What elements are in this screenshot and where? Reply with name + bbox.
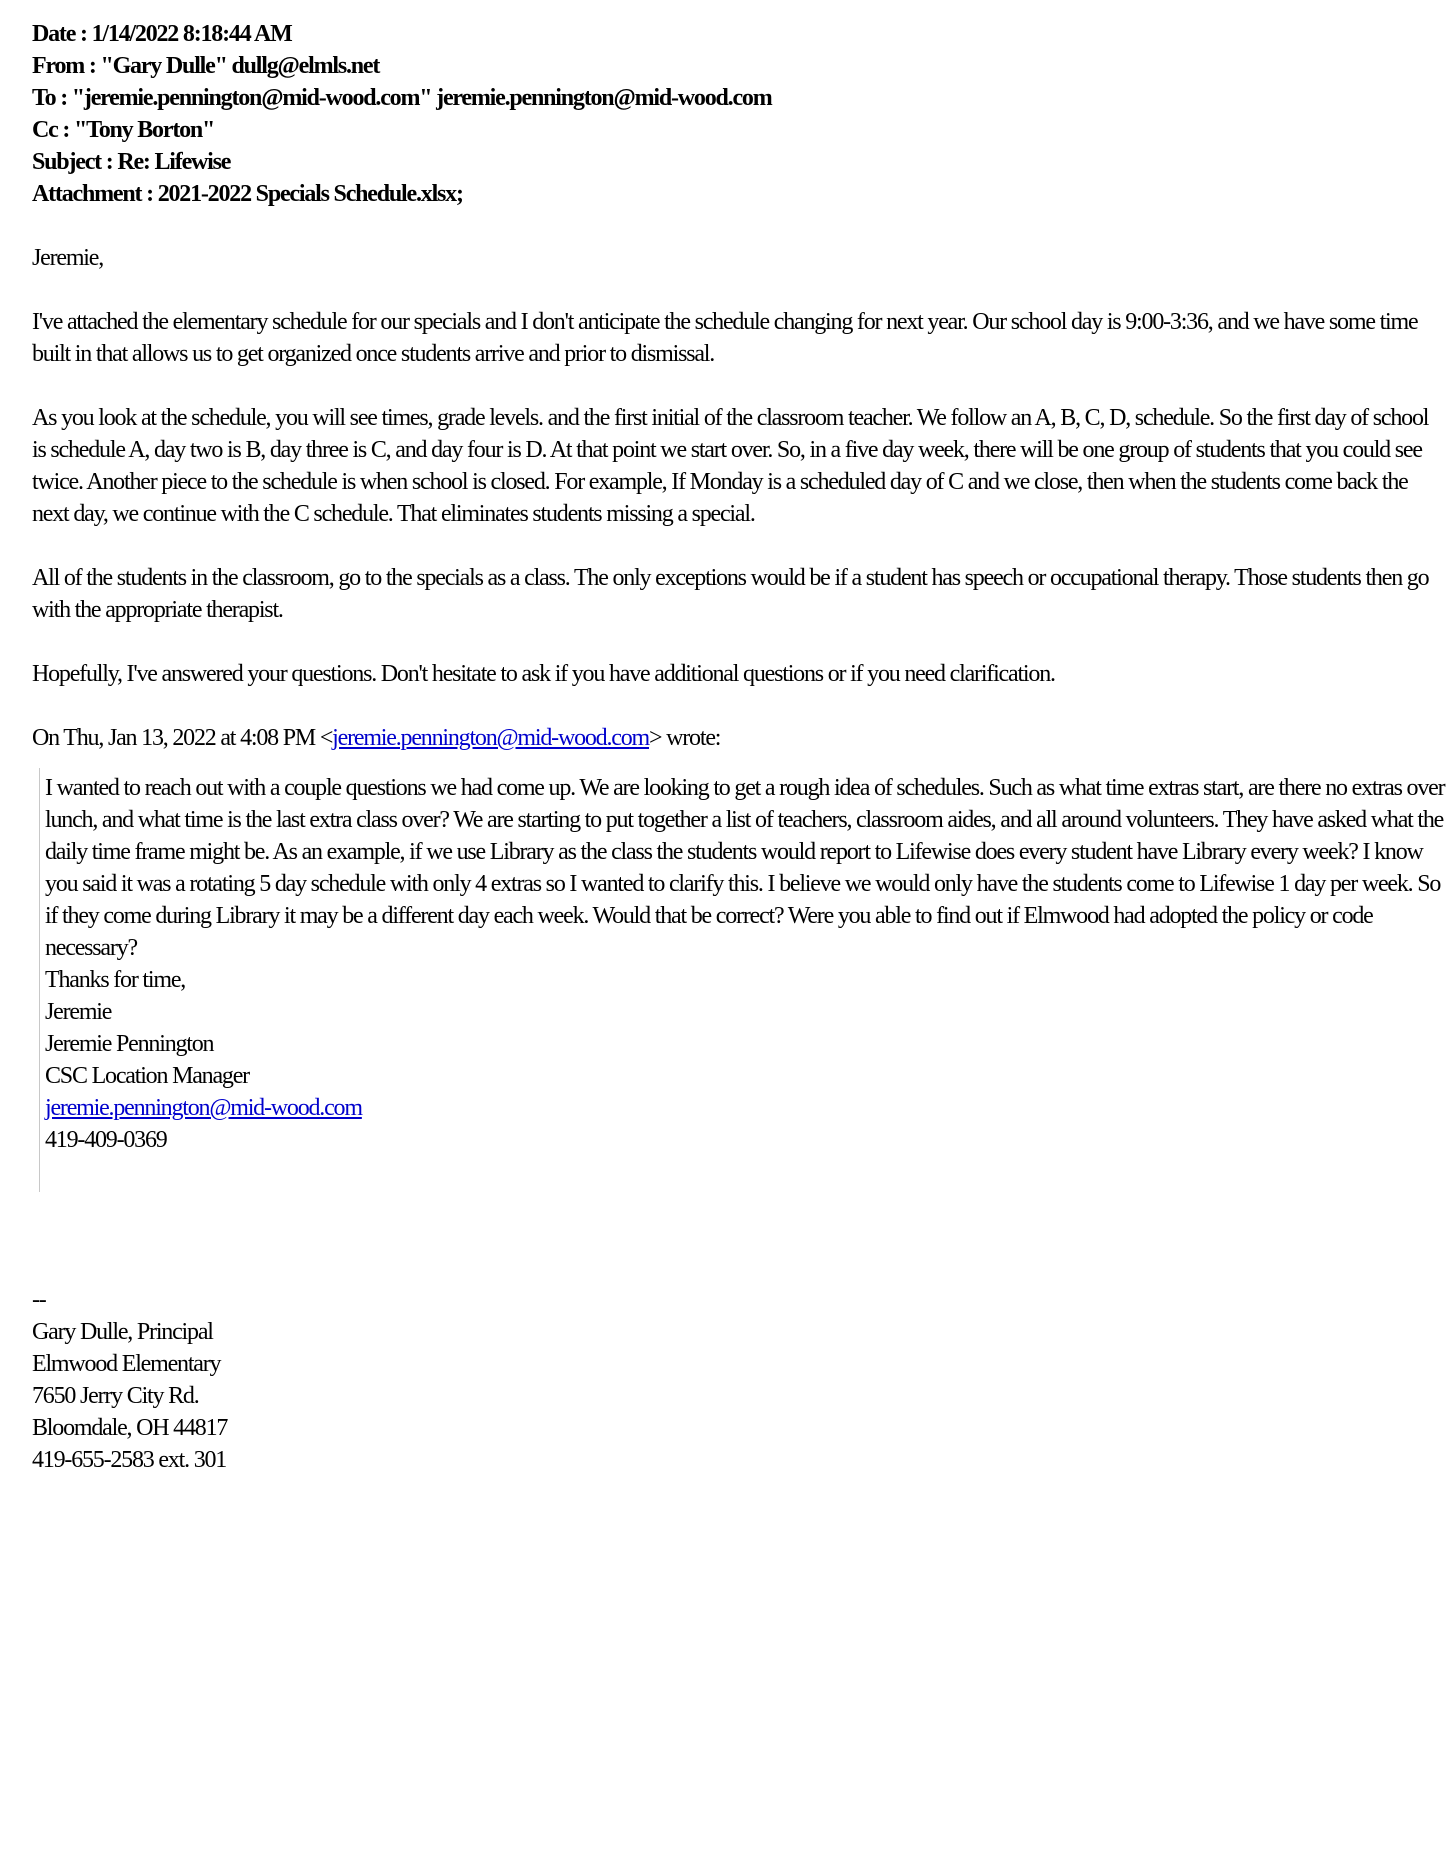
signature-phone: 419-655-2583 ext. 301 [32, 1447, 227, 1473]
sender-signature [32, 1284, 1432, 1476]
quoted-sign-phone: 419-409-0369 [45, 1127, 167, 1153]
header-to: To : "jeremie.pennington@mid-wood.com" jeremie.pennington@mid-wood.com [32, 85, 772, 111]
quoted-thanks: Thanks for time, [45, 967, 186, 993]
reply-paragraph-2: As you look at the schedule, you will see times, grade levels. and the first initial of the classroom teacher. We follow an A, B, C, D, schedule. So the first day of school is schedule A, day two is B, day three is C, and day four is D. At that point we start over. So, in a five day week, there will be one group of students that you could see twice. Another piece to the schedule is when school is closed. For example, If Monday is a scheduled day of C and we close, then when the students come back the next day, we continue with the C schedule. That eliminates students missing a special. [32, 405, 1429, 527]
quote-intro-prefix: On Thu, Jan 13, 2022 at 4:08 PM < [32, 725, 333, 751]
reply-paragraph-4: Hopefully, I've answered your questions. Don't hesitate to ask if you have additional questions or if you need clarification. [32, 661, 1055, 687]
quoted-sign-first: Jeremie [45, 999, 112, 1025]
email-body [32, 242, 1445, 1476]
reply-paragraph-3: All of the students in the classroom, go to the specials as a class. The only exceptions would be if a student has speech or occupational therapy. Those students then go with the appropriate therapist. [32, 565, 1429, 623]
reply-paragraph-1: I've attached the elementary schedule for our specials and I don't anticipate the schedule changing for next year. Our school day is 9:00-3:36, and we have some time built in that allows us to get organized once students arrive and prior to dismissal. [32, 309, 1418, 367]
quoted-body: I wanted to reach out with a couple questions we had come up. We are looking to get a rough idea of schedules. Such as what time extras start, are there no extras over lunch, and what time is the last extra class over? We are starting to put together a list of teachers, classroom aides, and all around volunteers. They have asked what the daily time frame might be. As an example, if we use Library as the class the students would report to Lifewise does every student have Library every week? I know you said it was a rotating 5 day schedule with only 4 extras so I wanted to clarify this. I believe we would only have the students come to Lifewise 1 day per week. So if they come during Library it may be a different day each week. Would that be correct? Were you able to find out if Elmwood had adopted the policy or code necessary? [45, 775, 1445, 961]
signature-name: Gary Dulle, Principal [32, 1319, 213, 1345]
greeting: Jeremie, [32, 245, 104, 271]
signature-address-2: Bloomdale, OH 44817 [32, 1415, 228, 1441]
quote-spacer [45, 1156, 1445, 1192]
quoted-sign-email-link[interactable]: jeremie.pennington@mid-wood.com [45, 1095, 362, 1121]
quoted-sign-title: CSC Location Manager [45, 1063, 249, 1089]
quoted-message [39, 768, 1445, 1192]
header-subject: Subject : Re: Lifewise [32, 149, 231, 175]
signature-separator: -- [32, 1287, 46, 1313]
signature-address-1: 7650 Jerry City Rd. [32, 1383, 199, 1409]
header-cc: Cc : "Tony Borton" [32, 117, 215, 143]
email-header [32, 18, 1432, 210]
quote-intro-suffix: > wrote: [649, 725, 721, 751]
email-page [32, 18, 1445, 1476]
quote-intro [32, 722, 1442, 754]
signature-school: Elmwood Elementary [32, 1351, 221, 1377]
header-from: From : "Gary Dulle" dullg@elmls.net [32, 53, 380, 79]
header-date: Date : 1/14/2022 8:18:44 AM [32, 21, 292, 47]
quoted-sign-name: Jeremie Pennington [45, 1031, 214, 1057]
quote-intro-email-link[interactable]: jeremie.pennington@mid-wood.com [332, 725, 649, 751]
header-attachment: Attachment : 2021-2022 Specials Schedule.xlsx; [32, 181, 463, 207]
